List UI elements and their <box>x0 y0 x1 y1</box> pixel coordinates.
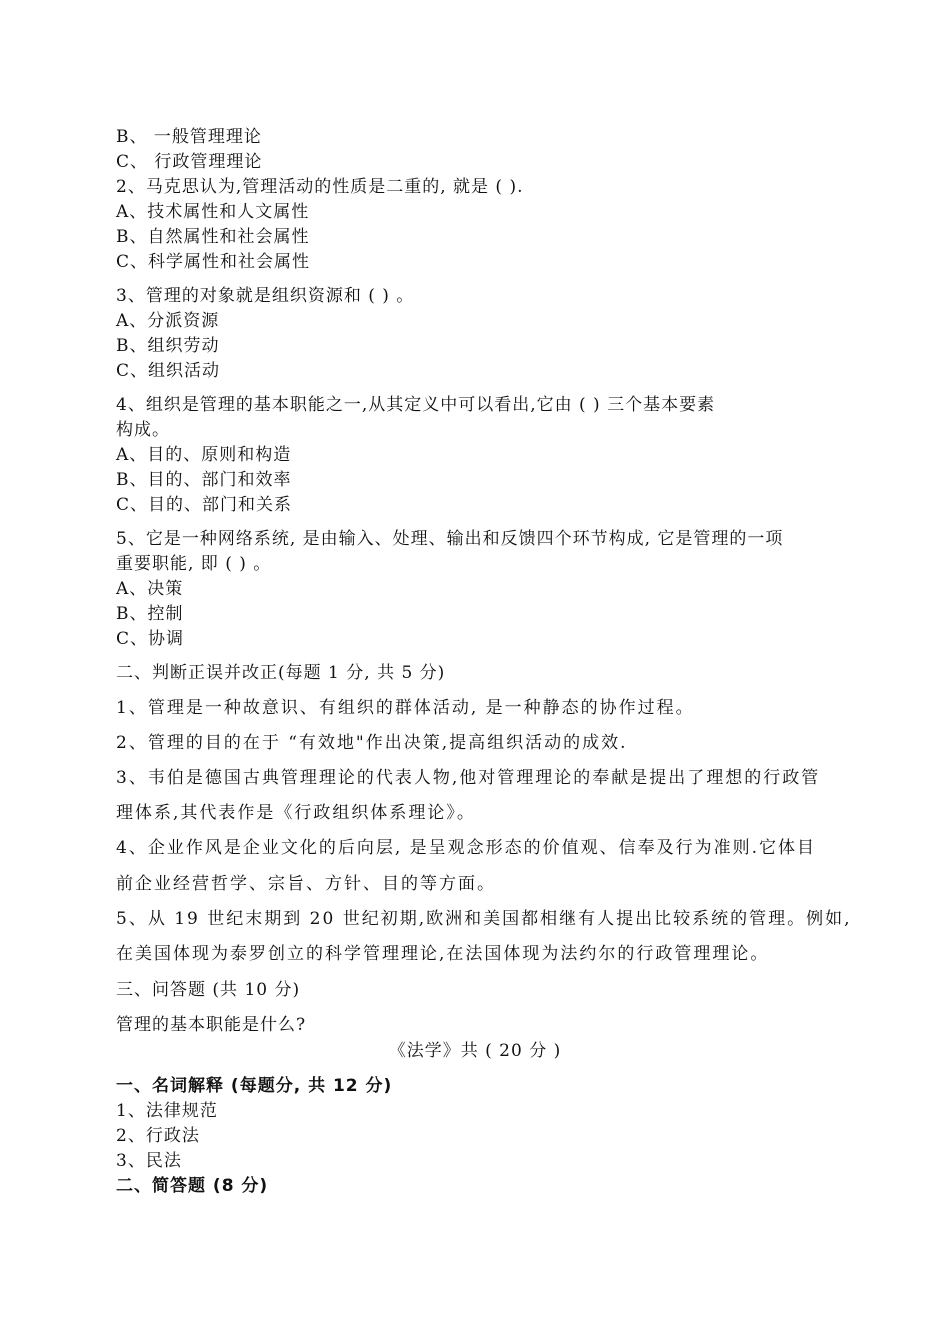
q4-option-b: B、目的、部门和效率 <box>116 470 292 490</box>
q2-option-a: A、技术属性和人文属性 <box>116 202 310 222</box>
tf-item-4-line2: 前企业经营哲学、宗旨、方针、目的等方面。 <box>116 874 496 894</box>
law-term-2: 2、行政法 <box>116 1126 200 1146</box>
q3-option-a: A、分派资源 <box>116 311 220 331</box>
section3-question: 管理的基本职能是什么? <box>116 1015 307 1035</box>
q4-stem-line1: 4、组织是管理的基本职能之一,从其定义中可以看出,它由 ( ) 三个基本要素 <box>116 395 716 415</box>
q1-option-c: C、 行政管理理论 <box>116 152 263 172</box>
q1-option-b: B、 一般管理理论 <box>116 127 262 147</box>
q5-stem-line2: 重要职能, 即 ( ) 。 <box>116 554 272 574</box>
tf-item-3-line1: 3、韦伯是德国古典管理理论的代表人物,他对管理理论的奉献是提出了理想的行政管 <box>116 768 821 788</box>
law-title: 《法学》共 ( 20 分 ) <box>388 1041 562 1061</box>
q4-option-a: A、目的、原则和构造 <box>116 445 292 465</box>
q2-option-c: C、科学属性和社会属性 <box>116 252 311 272</box>
q5-option-b: B、控制 <box>116 604 184 624</box>
q3-stem: 3、管理的对象就是组织资源和 ( ) 。 <box>116 286 415 306</box>
q5-option-a: A、决策 <box>116 579 184 599</box>
law-section2-heading: 二、简答题 (8 分) <box>116 1176 269 1196</box>
q5-option-c: C、协调 <box>116 629 185 649</box>
q3-option-b: B、组织劳动 <box>116 336 220 356</box>
tf-item-5-line1: 5、从 19 世纪末期到 20 世纪初期,欧洲和美国都相继有人提出比较系统的管理。例如, <box>116 909 852 929</box>
q4-option-c: C、目的、部门和关系 <box>116 495 293 515</box>
q2-stem: 2、马克思认为,管理活动的性质是二重的, 就是 ( ). <box>116 177 524 197</box>
tf-item-2: 2、管理的目的在于 “有效地"作出决策,提高组织活动的成效. <box>116 733 628 753</box>
section3-heading: 三、问答题 (共 10 分) <box>116 980 301 1000</box>
tf-item-4-line1: 4、企业作风是企业文化的后向层, 是呈观念形态的价值观、信奉及行为准则.它体目 <box>116 838 817 858</box>
tf-item-5-line2: 在美国体现为泰罗创立的科学管理理论,在法国体现为法约尔的行政管理理论。 <box>116 944 770 964</box>
law-section1-heading: 一、名词解释 (每题分, 共 12 分) <box>116 1076 393 1096</box>
q5-stem-line1: 5、它是一种网络系统, 是由输入、处理、输出和反馈四个环节构成, 它是管理的一项 <box>116 529 784 549</box>
tf-item-3-line2: 理体系,其代表作是《行政组织体系理论》。 <box>116 803 476 823</box>
law-term-1: 1、法律规范 <box>116 1101 218 1121</box>
section2-heading: 二、判断正误并改正(每题 1 分, 共 5 分) <box>116 663 446 683</box>
q2-option-b: B、自然属性和社会属性 <box>116 227 310 247</box>
law-term-3: 3、民法 <box>116 1151 182 1171</box>
tf-item-1: 1、管理是一种故意识、有组织的群体活动, 是一种静态的协作过程。 <box>116 698 695 718</box>
q3-option-c: C、组织活动 <box>116 361 221 381</box>
q4-stem-line2: 构成。 <box>116 420 170 440</box>
